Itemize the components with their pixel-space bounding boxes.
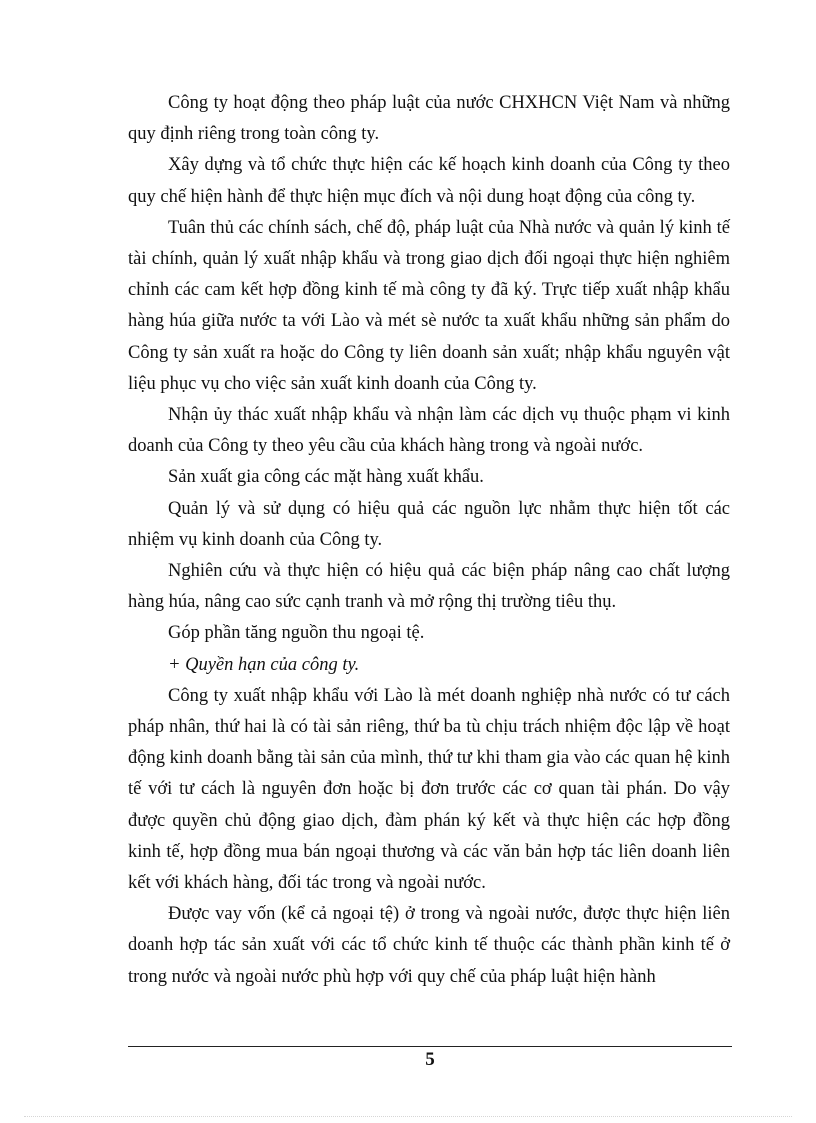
body-text [128,88,730,993]
section-heading-company-rights: + Quyền hạn của công ty. [168,654,360,675]
paragraph-compliance: Tuân thủ các chính sách, chế độ, pháp luật của Nhà nước và quản lý kinh tế tài chính, quản lý xuất nhập khẩu và trong giao dịch đối ngoại thực hiện nghiêm chỉnh các cam kết hợp đồng kinh tế mà công ty đã ký. Trực tiếp xuất nhập khẩu hàng húa giữa nước ta với Lào và mét sè nước ta xuất khẩu những sản phẩm do Công ty sản xuất ra hoặc do Công ty liên doanh sản xuất; nhập khẩu nguyên vật liệu phục vụ cho việc sản xuất kinh doanh của Công ty. [128,217,730,394]
paragraph-company-law: Công ty hoạt động theo pháp luật của nước CHXHCN Việt Nam và những quy định riêng trong toàn công ty. [128,93,730,145]
paragraph-quality-research: Nghiên cứu và thực hiện có hiệu quả các biện pháp nâng cao chất lượng hàng húa, nâng cao sức cạnh tranh và mở rộng thị trường tiêu thụ. [128,561,730,613]
paragraph-resource-management: Quản lý và sử dụng có hiệu quả các nguồn lực nhằm thực hiện tốt các nhiệm vụ kinh doanh của Công ty. [128,498,730,550]
paragraph-legal-entity: Công ty xuất nhập khẩu với Lào là mét doanh nghiệp nhà nước có tư cách pháp nhân, thứ hai là có tài sản riêng, thứ ba tù chịu trách nhiệm độc lập về hoạt động kinh doanh bằng tài sản của mình, thứ tư khi tham gia vào các quan hệ kinh tế với tư cách là nguyên đơn hoặc bị đơn trước các cơ quan tài phán. Do vậy được quyền chủ động giao dịch, đàm phán ký kết và thực hiện các hợp đồng kinh tế, hợp đồng mua bán ngoại thương và các văn bản hợp tác liên doanh liên kết với khách hàng, đối tác trong và ngoài nước. [128,685,730,894]
paragraph-foreign-currency: Góp phần tăng nguồn thu ngoại tệ. [168,623,425,644]
paragraph-entrusted-import-export: Nhận ủy thác xuất nhập khẩu và nhận làm các dịch vụ thuộc phạm vi kinh doanh của Công ty theo yêu cầu của khách hàng trong và ngoài nước. [128,405,730,457]
page-number: 5 [425,1049,435,1070]
paragraph-business-plans: Xây dựng và tổ chức thực hiện các kế hoạch kinh doanh của Công ty theo quy chế hiện hành để thực hiện mục đích và nội dung hoạt động của công ty. [128,155,730,207]
page-edge-dots [24,1116,792,1117]
paragraph-processing: Sản xuất gia công các mặt hàng xuất khẩu. [168,467,484,488]
paragraph-borrowing-capital: Được vay vốn (kể cả ngoại tệ) ở trong và ngoài nước, được thực hiện liên doanh hợp tác sản xuất với các tổ chức kinh tế thuộc các thành phần kinh tế ở trong nước và ngoài nước phù hợp với quy chế của pháp luật hiện hành [128,904,730,987]
